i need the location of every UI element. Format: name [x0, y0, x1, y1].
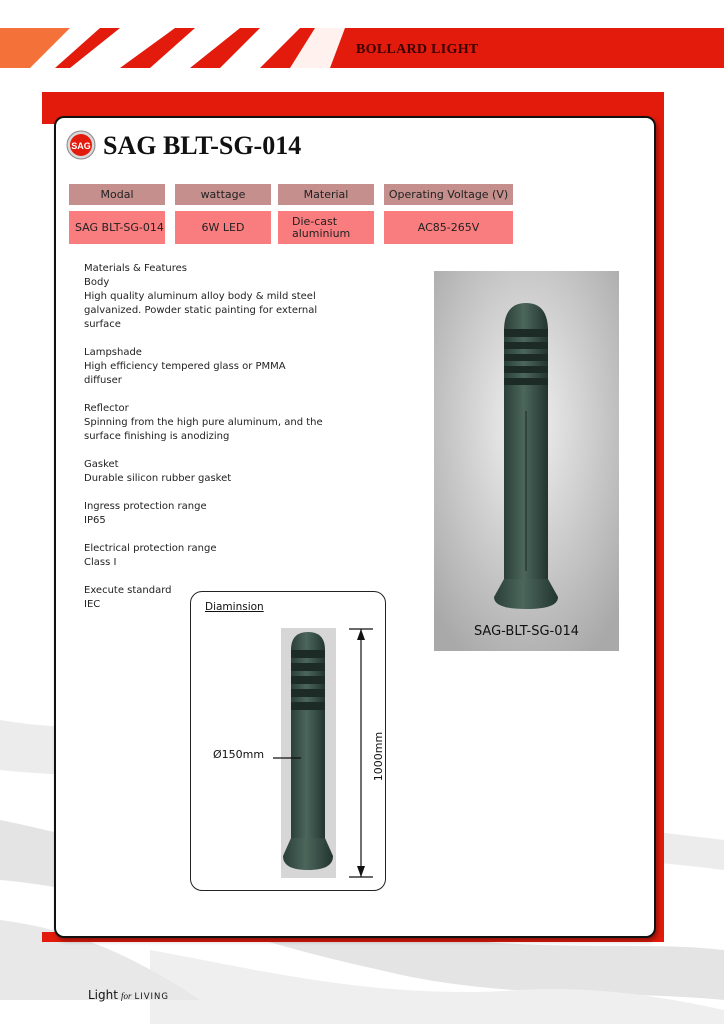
ingress-label: Ingress protection range — [84, 501, 207, 512]
footer-living: LIVING — [134, 992, 169, 1002]
standard-value: IEC — [84, 599, 101, 610]
features-heading: Materials & Features — [84, 263, 187, 274]
lampshade-text: High efficiency tempered glass or PMMA diffuser — [84, 361, 286, 386]
footer-light: Light — [88, 988, 118, 1002]
standard-label: Execute standard — [84, 585, 172, 596]
body-label: Body — [84, 277, 110, 288]
spec-value-wattage: 6W LED — [175, 211, 271, 244]
reflector-text: Spinning from the high pure aluminum, and the surface finishing is anodizing — [84, 417, 323, 442]
spec-value-modal: SAG BLT-SG-014 — [69, 211, 165, 244]
spec-header-wattage: wattage — [175, 184, 271, 205]
spec-header-modal: Modal — [69, 184, 165, 205]
photo-caption: SAG-BLT-SG-014 — [473, 624, 580, 639]
ingress-value: IP65 — [84, 515, 106, 526]
dimension-lines — [191, 592, 385, 890]
spec-value-material: Die-cast aluminium — [278, 211, 374, 244]
svg-text:SAG: SAG — [71, 141, 91, 151]
spec-value-voltage: AC85-265V — [384, 211, 513, 244]
spec-header-voltage: Operating Voltage (V) — [384, 184, 513, 205]
bollard-light-image — [434, 271, 619, 651]
spec-header-material: Material — [278, 184, 374, 205]
product-title: SAG BLT-SG-014 — [103, 131, 302, 160]
height-label: 1000mm — [372, 731, 386, 782]
sag-logo-icon — [66, 130, 96, 160]
dimension-title: Diaminsion — [205, 601, 264, 613]
gasket-text: Durable silicon rubber gasket — [84, 473, 232, 484]
footer-tagline — [88, 988, 169, 1002]
electrical-label: Electrical protection range — [84, 543, 217, 554]
features-list — [84, 262, 324, 626]
lampshade-label: Lampshade — [84, 347, 142, 358]
section-title: BOLLARD LIGHT — [356, 42, 479, 57]
gasket-label: Gasket — [84, 459, 119, 470]
diameter-label: Ø150mm — [213, 748, 265, 761]
electrical-value: Class I — [84, 557, 117, 568]
product-photo — [434, 271, 619, 651]
dimension-box — [190, 591, 386, 891]
body-text: High quality aluminum alloy body & mild steel galvanized. Powder static painting for external surface — [84, 291, 318, 330]
footer-for: for — [120, 991, 132, 1001]
reflector-label: Reflector — [84, 403, 129, 414]
